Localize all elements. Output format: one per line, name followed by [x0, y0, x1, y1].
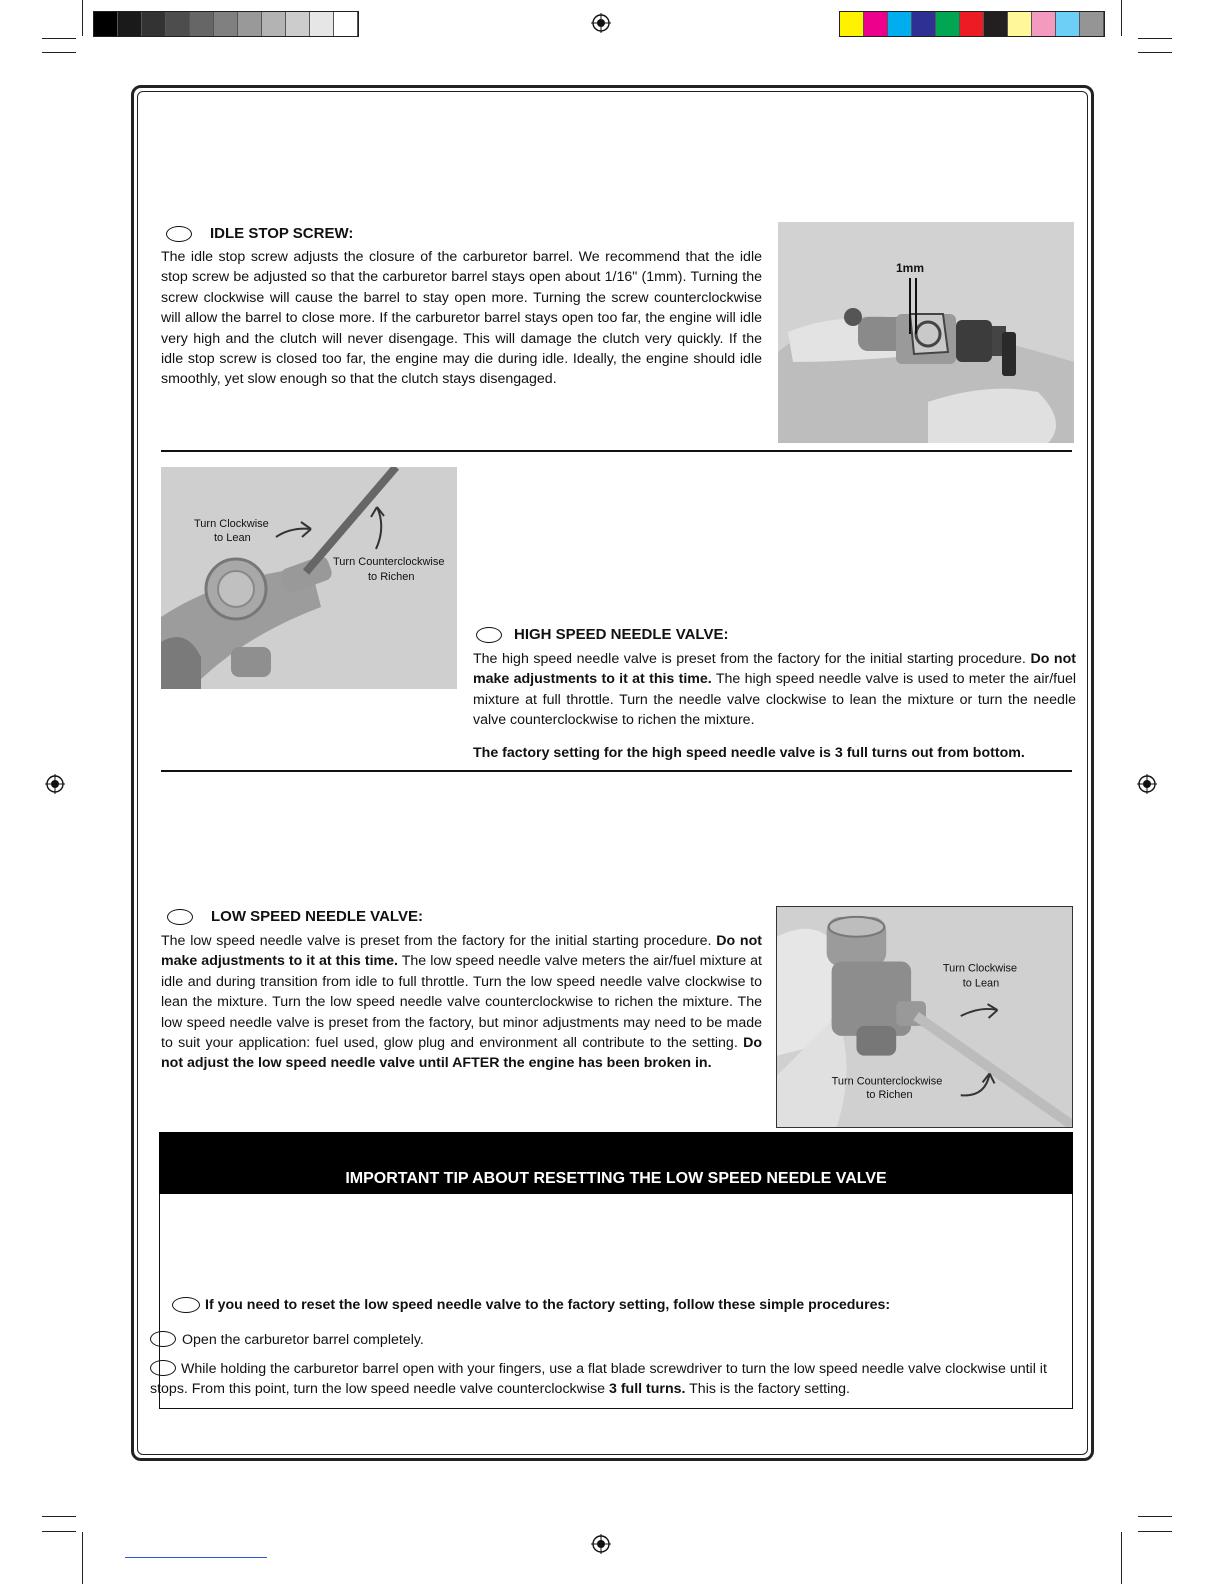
photo-rich-line-2: to Richen	[866, 1089, 913, 1102]
checkbox-oval-icon[interactable]	[172, 1297, 200, 1313]
calibration-swatch	[94, 12, 118, 36]
idle-stop-screw-photo	[778, 222, 1074, 443]
photo-rich-line-1: Turn Counterclockwise	[831, 1075, 943, 1088]
crop-mark	[1121, 0, 1122, 36]
registration-mark-icon	[1137, 774, 1157, 794]
registration-mark-icon	[45, 774, 65, 794]
section-divider	[161, 450, 1072, 452]
photo-rich-line-2: to Richen	[368, 571, 415, 583]
color-calibration-bar	[839, 11, 1105, 37]
low-speed-needle-photo	[776, 906, 1073, 1128]
checkbox-oval-icon[interactable]	[167, 909, 193, 925]
calibration-swatch	[912, 12, 936, 36]
low-speed-needle-heading	[167, 908, 423, 925]
calibration-swatch	[310, 12, 334, 36]
checkbox-oval-icon[interactable]	[150, 1331, 176, 1347]
calibration-swatch	[888, 12, 912, 36]
calibration-swatch	[262, 12, 286, 36]
tip-intro	[172, 1297, 890, 1313]
high-speed-needle-heading	[476, 626, 728, 643]
checkbox-oval-icon[interactable]	[150, 1360, 176, 1376]
grayscale-calibration-bar	[93, 11, 359, 37]
tip-intro-text: If you need to reset the low speed needle valve to the factory setting, follow these simple procedures:	[205, 1297, 891, 1313]
tip-step-2: While holding the carburetor barrel open with your fingers, use a flat blade screwdriver to turn the low speed needle valve clockwise until it stops. From this point, turn the low speed needle valve counterclockwise 3 full turns. This is the factory setting.	[150, 1361, 1047, 1398]
footer-link-line	[125, 1557, 267, 1558]
crop-mark	[42, 52, 76, 53]
low-heading-text: LOW SPEED NEEDLE VALVE:	[211, 908, 423, 925]
low-speed-needle-body: The low speed needle valve is preset from the factory for the initial starting procedure. Do not make adjustments to it at this time. The low speed needle valve meters the air/fuel mixture at idle and during transition from idle to full throttle. Turn the low speed needle valve clockwise to lean the mixture. Turn the low speed needle valve counterclockwise to richen the mixture. The low speed needle valve is preset from the factory, but minor adjustments may need to be made to suit your application: fuel used, glow plug and environment all contribute to the setting. Do not adjust the low speed needle valve until AFTER the engine has been broken in.	[161, 933, 763, 1072]
idle-stop-screw-heading	[166, 225, 353, 242]
crop-mark	[1138, 1531, 1172, 1532]
calibration-swatch	[1008, 12, 1032, 36]
calibration-swatch	[142, 12, 166, 36]
checkbox-oval-icon[interactable]	[166, 226, 192, 242]
photo-lean-line-2: to Lean	[214, 532, 251, 544]
registration-mark-icon	[591, 1534, 611, 1554]
photo-lean-line-2: to Lean	[962, 977, 1000, 990]
important-tip-title-bar	[159, 1132, 1073, 1194]
calibration-swatch	[190, 12, 214, 36]
calibration-swatch	[118, 12, 142, 36]
important-tip-title: IMPORTANT TIP ABOUT RESETTING THE LOW SPEED NEEDLE VALVE	[345, 1170, 887, 1187]
calibration-swatch	[864, 12, 888, 36]
crop-mark	[42, 1516, 76, 1517]
photo-1mm-label: 1mm	[896, 261, 925, 275]
calibration-swatch	[214, 12, 238, 36]
idle-heading-text: IDLE STOP SCREW:	[210, 225, 354, 242]
calibration-swatch	[1056, 12, 1080, 36]
calibration-swatch	[238, 12, 262, 36]
crop-mark	[1121, 1532, 1122, 1584]
crop-mark	[1138, 38, 1172, 39]
section-divider	[161, 770, 1072, 772]
photo-lean-line-1: Turn Clockwise	[942, 962, 1018, 975]
calibration-swatch	[286, 12, 310, 36]
calibration-swatch	[166, 12, 190, 36]
calibration-swatch	[334, 12, 358, 36]
high-speed-factory-note: The factory setting for the high speed needle valve is 3 full turns out from bottom.	[473, 745, 1025, 761]
calibration-swatch	[984, 12, 1008, 36]
high-speed-needle-body: The high speed needle valve is preset from the factory for the initial starting procedure. Do not make adjustments to it at this time. The high speed needle valve is used to meter the air/fuel mixture at full throttle. Turn the needle valve clockwise to lean the mixture or turn the needle valve counterclockwise to richen the mixture.	[473, 651, 1077, 729]
registration-mark-icon	[591, 13, 611, 33]
crop-mark	[42, 1531, 76, 1532]
crop-mark	[82, 0, 83, 36]
photo-lean-line-1: Turn Clockwise	[194, 518, 269, 530]
calibration-swatch	[936, 12, 960, 36]
calibration-swatch	[1080, 12, 1104, 36]
photo-rich-line-1: Turn Counterclockwise	[333, 556, 445, 568]
crop-mark	[82, 1532, 83, 1584]
checkbox-oval-icon[interactable]	[476, 627, 502, 643]
high-heading-text: HIGH SPEED NEEDLE VALVE:	[514, 626, 729, 643]
crop-mark	[1138, 1516, 1172, 1517]
calibration-swatch	[840, 12, 864, 36]
crop-mark	[1138, 52, 1172, 53]
tip-step-1: Open the carburetor barrel completely.	[150, 1330, 1070, 1350]
calibration-swatch	[1032, 12, 1056, 36]
calibration-swatch	[960, 12, 984, 36]
crop-mark	[42, 38, 76, 39]
high-speed-needle-photo	[161, 467, 457, 689]
idle-stop-screw-body: The idle stop screw adjusts the closure of the carburetor barrel. We recommend that the idle stop screw be adjusted so that the carburetor barrel stays open about 1/16" (1mm). Turning the screw clockwise will cause the barrel to stay open more. Turning the screw counterclockwise will allow the barrel to close more. If the carburetor barrel stays open too far, the engine will idle very high and the clutch will never disengage. This will damage the clutch very quickly. If the idle stop screw is closed too far, the engine may die during idle. Ideally, the engine should idle smoothly, yet slow enough so that the clutch stays disengaged.	[161, 249, 762, 388]
